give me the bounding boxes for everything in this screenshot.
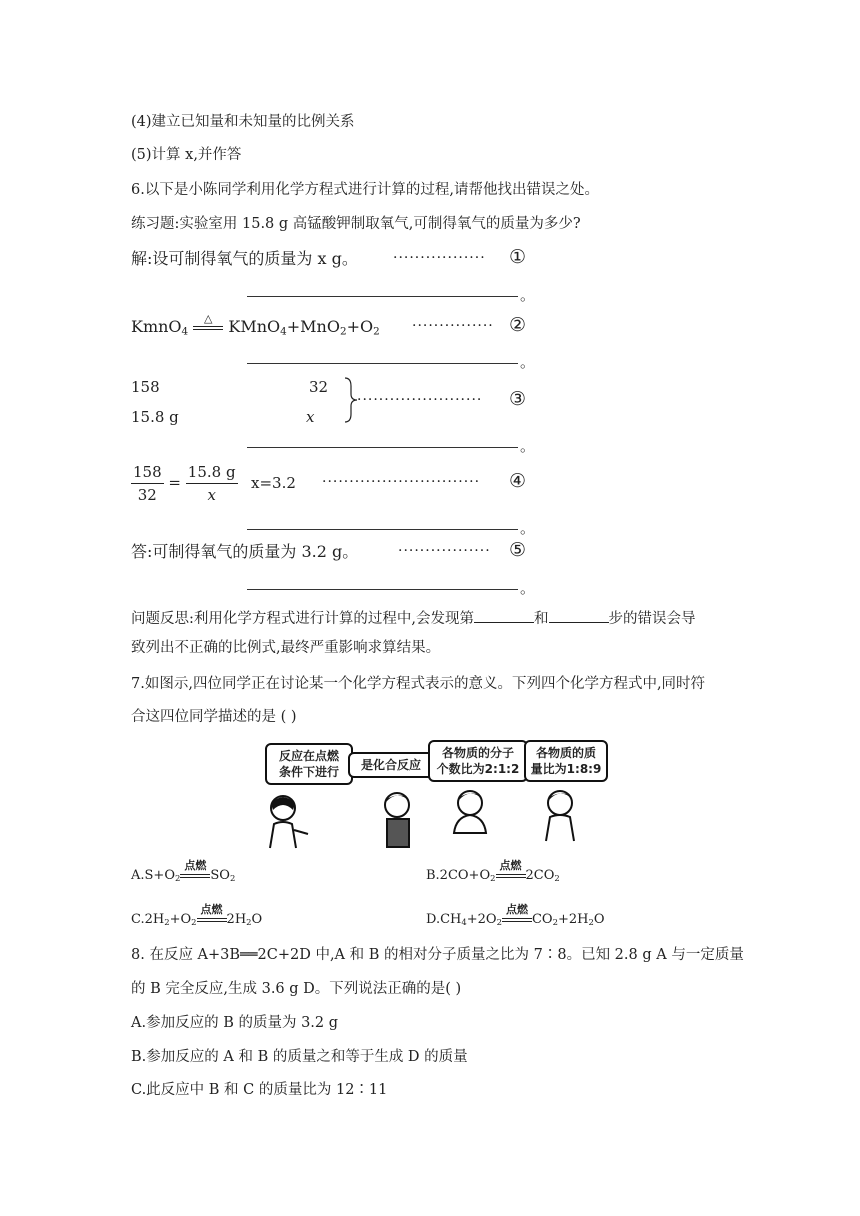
student-boy-figure-3 bbox=[538, 787, 588, 843]
step-5-text: (5)计算 x,并作答 bbox=[131, 147, 242, 163]
bubble-1-text: 反应在点燃 条件下进行 bbox=[278, 749, 339, 779]
answer-blank-5[interactable] bbox=[247, 589, 518, 590]
practice-problem: 练习题:实验室用 15.8 g 高锰酸钾制取氧气,可制得氧气的质量为多少? bbox=[131, 216, 581, 232]
leader-dots: ················· bbox=[393, 250, 486, 266]
reflection-line-1: 问题反思:利用化学方程式进行计算的过程中,会发现第 和 步的错误会导 bbox=[131, 608, 696, 629]
question-8-line-2: 的 B 完全反应,生成 3.6 g D。下列说法正确的是( ) bbox=[131, 981, 462, 997]
student-boy-figure-2 bbox=[448, 787, 498, 835]
period-mark: 。 bbox=[520, 437, 536, 455]
heat-condition-arrow: △ bbox=[193, 321, 223, 335]
speech-bubble-2 bbox=[348, 752, 434, 778]
ratio-158: 158 bbox=[131, 378, 160, 396]
reflection-line-2: 致列出不正确的比例式,最终严重影响求算结果。 bbox=[131, 640, 441, 656]
bubble-4-text: 各物质的质 量比为1:8:9 bbox=[530, 746, 602, 776]
answer-blank-4[interactable] bbox=[247, 529, 518, 530]
q7-option-a[interactable]: $A.S+O_2$ 点燃 $SO_2$ bbox=[131, 858, 236, 884]
period-mark: 。 bbox=[520, 286, 536, 304]
speech-bubble-4 bbox=[524, 740, 608, 782]
step-marker-5: ⑤ bbox=[509, 539, 527, 561]
q8-option-a[interactable]: A.参加反应的 B 的质量为 3.2 g bbox=[131, 1015, 339, 1031]
step-marker-1: ① bbox=[509, 246, 527, 268]
q7-option-c[interactable]: $C.2H_2+O_2$ 点燃 $2H_2O$ bbox=[131, 902, 263, 928]
bubble-2-text: 是化合反应 bbox=[360, 758, 421, 772]
period-mark: 。 bbox=[520, 353, 536, 371]
fill-blank-step-b[interactable] bbox=[549, 608, 609, 623]
student-girl-figure bbox=[258, 790, 318, 850]
question-7-line-2: 合这四位同学描述的是 ( ) bbox=[131, 709, 297, 725]
ratio-32: 32 bbox=[309, 378, 329, 396]
speech-bubble-1 bbox=[265, 743, 353, 785]
fill-blank-step-a[interactable] bbox=[474, 608, 534, 623]
answer-blank-3[interactable] bbox=[247, 447, 518, 448]
period-mark: 。 bbox=[520, 579, 536, 597]
solution-step-1: 解:设可制得氧气的质量为 x g。 bbox=[131, 249, 358, 268]
step-marker-4: ④ bbox=[509, 470, 527, 492]
question-6-title: 6.以下是小陈同学利用化学方程式进行计算的过程,请帮他找出错误之处。 bbox=[131, 182, 599, 198]
answer-blank-1[interactable] bbox=[247, 296, 518, 297]
proportion-equation: $\frac{158}{32}$ = $\frac{15.8 g}{x}$ bbox=[133, 463, 236, 504]
leader-dots: ····························· bbox=[322, 474, 481, 490]
leader-dots: ··············· bbox=[412, 318, 494, 334]
solution-step-2: KmnO$_4$ △ $KMnO_4+MnO_2+O_2$ bbox=[131, 311, 380, 338]
bubble-3-text: 各物质的分子 个数比为2:1:2 bbox=[436, 746, 520, 776]
q7-option-d[interactable]: $D.CH_4+2O_2$ 点燃 $CO_2+2H_2O$ bbox=[426, 902, 605, 928]
leader-dots: ················· bbox=[398, 543, 491, 559]
step-4-text: (4)建立已知量和未知量的比例关系 bbox=[131, 114, 355, 130]
unknown-x: x bbox=[306, 408, 315, 426]
q8-option-c[interactable]: C.此反应中 B 和 C 的质量比为 12∶11 bbox=[131, 1082, 388, 1098]
question-7-line-1: 7.如图示,四位同学正在讨论某一个化学方程式表示的意义。下列四个化学方程式中,同时符 bbox=[131, 676, 706, 692]
question-8-line-1: 8. 在反应 A+3B══2C+2D 中,A 和 B 的相对分子质量之比为 7∶8。已知 2.8 g A 与一定质量 bbox=[131, 947, 744, 963]
step-marker-2: ② bbox=[509, 314, 527, 336]
q8-option-b[interactable]: B.参加反应的 A 和 B 的质量之和等于生成 D 的质量 bbox=[131, 1049, 468, 1065]
mass-15-8g: 15.8 g bbox=[131, 408, 179, 426]
solution-answer: 答:可制得氧气的质量为 3.2 g。 bbox=[131, 542, 359, 561]
step-marker-3: ③ bbox=[509, 388, 527, 410]
speech-bubble-3 bbox=[428, 740, 528, 782]
answer-blank-2[interactable] bbox=[247, 363, 518, 364]
q7-option-b[interactable]: $B.2CO+O_2$ 点燃 $2CO_2$ bbox=[426, 858, 560, 884]
student-boy-figure-1 bbox=[375, 787, 425, 849]
result-x: x=3.2 bbox=[251, 474, 296, 492]
period-mark: 。 bbox=[520, 519, 536, 537]
leader-dots: ······················· bbox=[357, 392, 483, 408]
